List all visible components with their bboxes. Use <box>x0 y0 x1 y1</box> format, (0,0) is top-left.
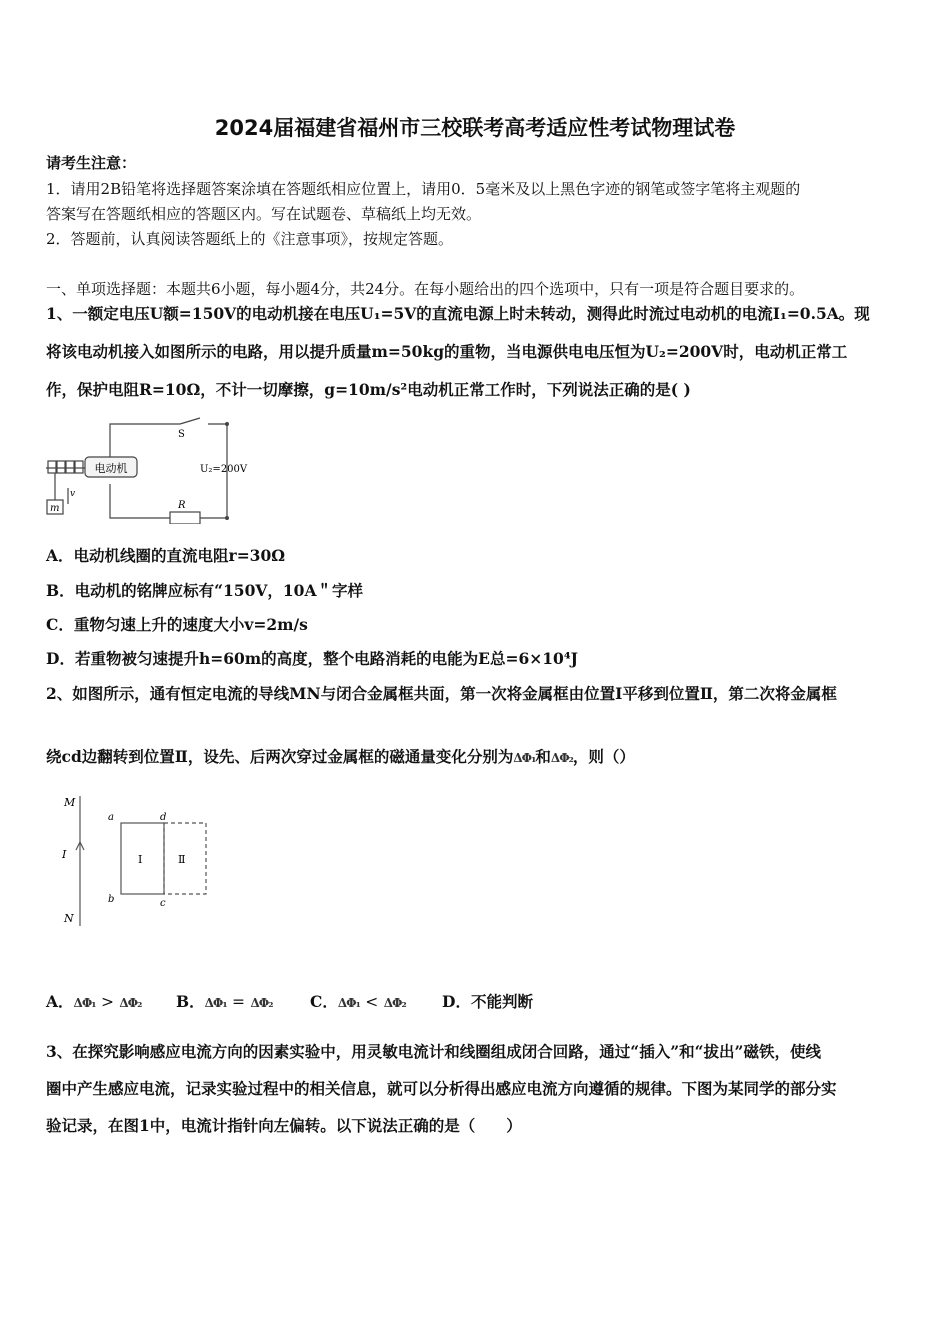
q1-text-line-2: 将该电动机接入如图所示的电路，用以提升质量m=50kg的重物，当电源供电电压恒为U₂=200V时，电动机正常工 <box>46 342 848 361</box>
q2-option-a: A．ΔΦ₁ > ΔΦ₂ <box>46 992 142 1011</box>
q1-option-d: D．若重物被匀速提升h=60m的高度，整个电路消耗的电能为E总=6×10⁴J <box>46 649 578 668</box>
motor-label: 电动机 <box>94 462 128 475</box>
mass-label: m <box>50 503 60 514</box>
q1-text-line-1: 1、一额定电压U额=150V的电动机接在电压U₁=5V的直流电源上时未转动，测得此时流过电动机的电流I₁=0.5A。现 <box>46 304 870 323</box>
q2-text-line-2a: 绕cd边翻转到位置Ⅱ，设先、后两次穿过金属框的磁通量变化分别为 <box>46 747 514 766</box>
q1-option-a: A．电动机线圈的直流电阻r=30Ω <box>46 546 286 565</box>
q3-text-line-2: 圈中产生感应电流，记录实验过程中的相关信息，就可以分析得出感应电流方向遵循的规律。下图为某同学的部分实 <box>46 1079 837 1098</box>
q2-frame-figure <box>54 788 254 936</box>
phi1-symbol: ΔΦ₁ <box>513 751 536 765</box>
q2-option-b: B．ΔΦ₁ = ΔΦ₂ <box>176 992 273 1011</box>
notice-line-1: 1．请用2B铅笔将选择题答案涂填在答题纸相应位置上，请用0．5毫米及以上黑色字迹的钢笔或签字笔将主观题的 <box>46 180 801 198</box>
position-2-label: Ⅱ <box>178 853 186 866</box>
velocity-label: v <box>70 489 76 499</box>
q2-text-line-1: 2、如图所示，通有恒定电流的导线MN与闭合金属框共面，第一次将金属框由位置Ⅰ平移到位置Ⅱ，第二次将金属框 <box>46 684 837 703</box>
label-a: a <box>108 812 114 823</box>
voltage-label: U₂=200V <box>200 464 248 475</box>
q1-text-line-3: 作，保护电阻R=10Ω，不计一切摩擦，g=10m/s²电动机正常工作时，下列说法正确的是( ) <box>46 380 691 399</box>
page-title: 2024届福建省福州市三校联考高考适应性考试物理试卷 <box>214 116 736 140</box>
notice-line-3: 2．答题前，认真阅读答题纸上的《注意事项》，按规定答题。 <box>46 230 454 248</box>
q2-text-line-2 <box>46 745 635 767</box>
position-1-label: Ⅰ <box>138 853 143 866</box>
q3-text-line-1: 3、在探究影响感应电流方向的因素实验中，用灵敏电流计和线圈组成闭合回路，通过“插入”和“拔出”磁铁，使线 <box>46 1042 821 1061</box>
resistor-label: R <box>178 500 186 511</box>
q2-option-d: D．不能判断 <box>442 992 533 1011</box>
label-c: c <box>160 898 166 909</box>
switch-label: S <box>178 429 185 440</box>
label-b: b <box>108 894 115 905</box>
q2-option-c: C．ΔΦ₁ < ΔΦ₂ <box>310 992 406 1011</box>
label-I: I <box>62 848 67 861</box>
q1-circuit-figure <box>40 412 260 524</box>
section-heading: 一、单项选择题：本题共6小题，每小题4分，共24分。在每小题给出的四个选项中，只有一项是符合题目要求的。 <box>46 280 805 298</box>
label-N: N <box>64 912 74 925</box>
q2-text-line-2c: ，则（） <box>572 747 635 766</box>
label-d: d <box>160 812 167 823</box>
q1-option-b: B．电动机的铭牌应标有“150V，10A＂字样 <box>46 581 363 600</box>
label-M: M <box>64 796 76 809</box>
notice-heading: 请考生注意： <box>46 154 137 172</box>
notice-line-2: 答案写在答题纸相应的答题区内。写在试题卷、草稿纸上均无效。 <box>46 205 482 223</box>
q3-text-line-3: 验记录，在图1中，电流计指针向左偏转。以下说法正确的是（ ） <box>46 1116 522 1135</box>
q2-text-line-2b: 和 <box>535 747 551 766</box>
q1-option-c: C．重物匀速上升的速度大小v=2m/s <box>46 615 308 634</box>
phi2-symbol: ΔΦ₂ <box>550 751 573 765</box>
